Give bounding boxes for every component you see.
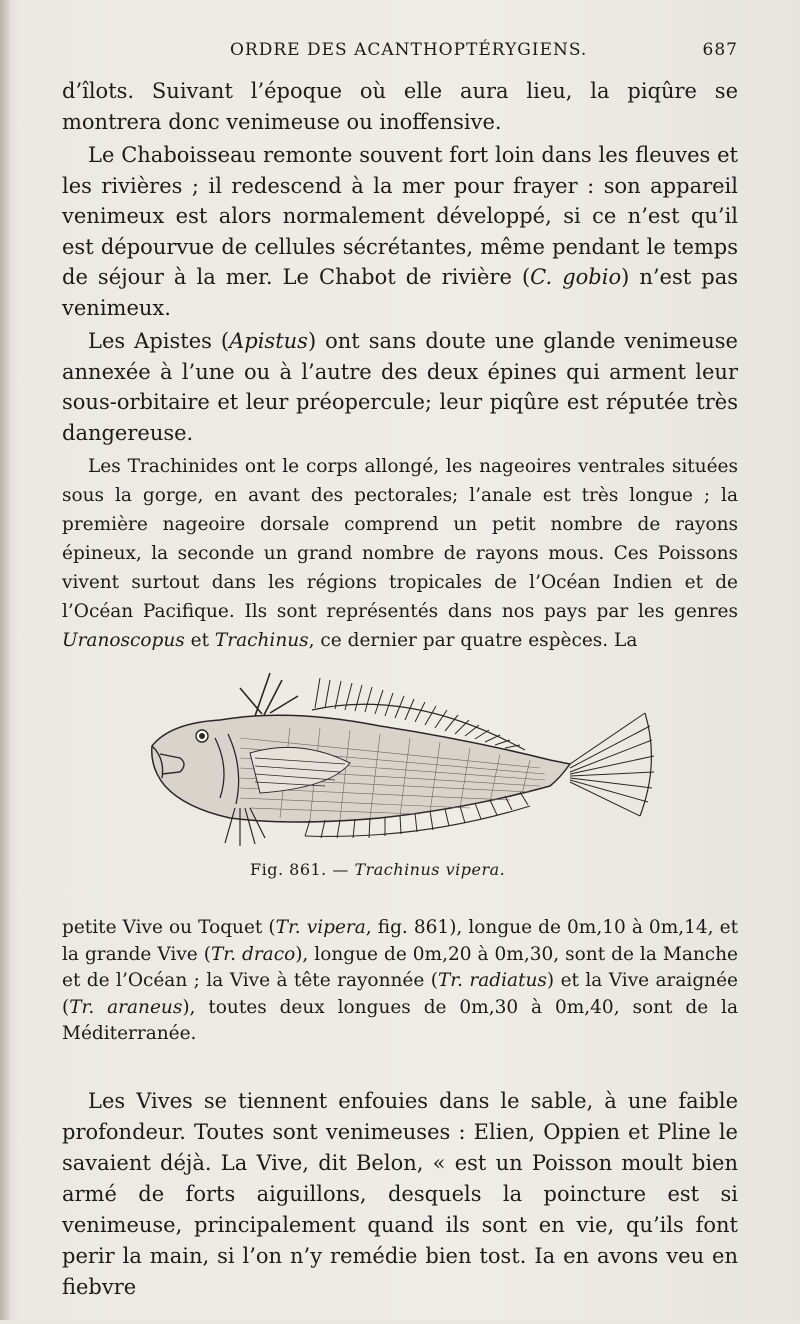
species-name: Tr. araneus	[69, 996, 183, 1018]
text-run: et	[184, 630, 215, 651]
species-name: Tr. radiatus	[437, 970, 547, 991]
paragraph: Les Vives se tiennent enfouies dans le sable, à une faible profondeur. Toutes sont venimeuses : Elien, Oppien et Pline le savaient déjà. La Vive, dit Belon, « est un Poisson moult bien armé de forts aiguillons, desquels la poincture est si venimeuse, principalement quand ils sont en vie, qu’ils font perir la main, si l’on n’y remédie bien tost. Ia en avons veu en fiebvre	[62, 1089, 738, 1299]
page-header	[62, 40, 738, 66]
fish-illustration	[140, 668, 660, 848]
text-block-top	[62, 76, 738, 448]
genus-name: Apistus	[229, 329, 308, 353]
text-run: , ce dernier par quatre espèces. La	[308, 630, 638, 651]
paragraph: d’îlots. Suivant l’époque où elle aura lieu, la piqûre se montrera donc venimeuse ou inoffensive.	[62, 79, 738, 134]
text-run: ), longue de 0m,20 à 0m,30, sont de la Manche et de l’Océan ; la Vive à tête rayonnée (	[62, 943, 738, 991]
paragraph	[62, 915, 738, 1048]
text-block-bottom	[62, 1065, 738, 1324]
text-run: Le Chaboisseau remonte souvent fort loin dans les fleuves et les rivières ; il redescend à la mer pour frayer : son appareil venimeux est alors normalement développé, si ce n’est qu’il est dépourvue de cellules sécrétantes, même pendant le temps de séjour à la mer. Le Chabot de rivière (	[62, 143, 738, 289]
paragraph	[62, 452, 738, 655]
text-run: petite Vive ou Toquet (	[62, 917, 276, 938]
paragraph	[62, 140, 738, 323]
figure-caption	[250, 860, 590, 879]
species-name: Tr. vipera	[275, 917, 366, 938]
text-run: Les Trachinides ont le corps allongé, les nageoires ventrales situées sous la gorge, en avant des pectorales; l’anale est très longue ; la première nageoire dorsale comprend un petit nombre de rayons épineux, la seconde un grand nombre de rayons mous. Ces Poissons vivent surtout dans les régions tropicales de l’Océan Indien et de l’Océan Pacifique. Ils sont représentés dans nos pays par les genres	[62, 456, 738, 622]
species-name: C. gobio	[530, 265, 622, 289]
text-run: ), toutes deux longues de 0m,30 à 0m,40, sont de la Méditerranée.	[62, 996, 738, 1044]
text-run: , fig. 861), longue de 0m,10 à 0m,14, et la grande Vive (	[62, 917, 738, 965]
text-run: Les Apistes (	[88, 329, 230, 353]
text-block-small-print-2	[62, 915, 738, 1048]
text-run: ) et la Vive araignée (	[62, 970, 738, 1018]
text-block-small-print	[62, 452, 738, 655]
figure-label: Fig. 861. —	[250, 860, 355, 879]
running-title: ORDRE DES ACANTHOPTÉRYGIENS.	[230, 40, 588, 60]
paragraph	[62, 326, 738, 448]
text-run: ) ont sans doute une glande venimeuse annexée à l’une ou à l’autre des deux épines qui arment leur sous-orbitaire et leur préopercule; leur piqûre est réputée très dangereuse.	[62, 329, 738, 445]
figure-title: Trachinus vipera	[354, 860, 500, 879]
species-name: Tr. draco	[210, 943, 296, 965]
text-run: ) n’est pas venimeux.	[62, 265, 738, 320]
genus-name: Uranoscopus	[62, 630, 185, 651]
page-number: 687	[702, 40, 738, 60]
caption-end: .	[499, 860, 506, 879]
genus-name: Trachinus	[214, 630, 309, 651]
book-spine-shadow	[0, 0, 10, 1320]
